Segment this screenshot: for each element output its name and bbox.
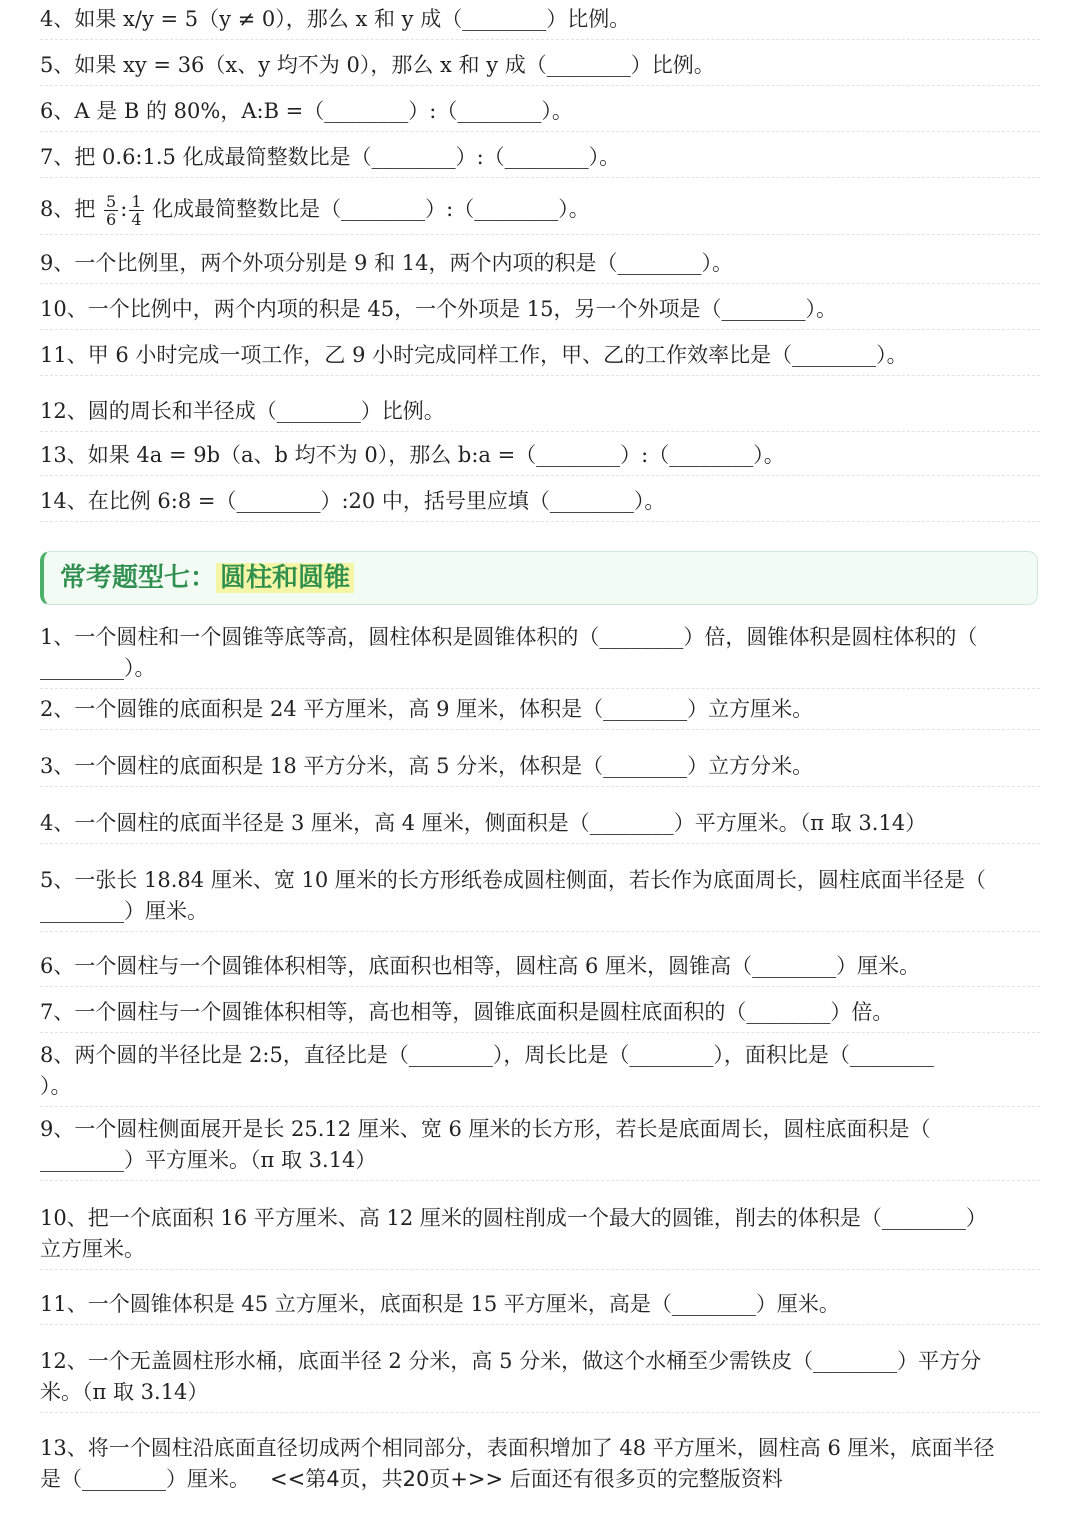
question-cylinder-9 (40, 1114, 1040, 1181)
fraction-denominator: 4 (131, 210, 142, 229)
section-header (40, 551, 1038, 605)
question-text: 13、如果 4a = 9b（a、b 均不为 0），那么 b:a =（________）:（________）。 (40, 443, 785, 467)
question-cylinder-8 (40, 1040, 1040, 1107)
question-prefix: 8、把 (40, 197, 103, 221)
section-subtitle: 圆柱和圆锥 (216, 563, 354, 593)
question-cylinder-4 (40, 808, 1040, 844)
question-line: 10、把一个底面积 16 平方厘米、高 12 厘米的圆柱削成一个最大的圆锥，削去的体积是（________） (40, 1206, 987, 1230)
question-line: 8、两个圆的半径比是 2:5，直径比是（________），周长比是（________），面积比是（________ (40, 1043, 934, 1067)
question-line: ）。 (40, 1074, 72, 1098)
question-ratio-7 (40, 142, 1040, 178)
question-text: 14、在比例 6:8 =（________）:20 中，括号里应填（________）。 (40, 489, 666, 513)
question-ratio-9 (40, 248, 1040, 284)
question-text: 5、如果 xy = 36（x、y 均不为 0），那么 x 和 y 成（________）比例。 (40, 53, 715, 77)
question-cylinder-12 (40, 1346, 1040, 1413)
section-title (60, 560, 354, 596)
fraction-denominator: 6 (106, 210, 117, 229)
question-line: 7、一个圆柱与一个圆锥体积相等，高也相等，圆锥底面积是圆柱底面积的（________）倍。 (40, 1000, 894, 1024)
question-ratio-5 (40, 50, 1040, 86)
question-suffix: 化成最简整数比是（________）:（________）。 (145, 197, 590, 221)
question-cylinder-1 (40, 622, 1040, 689)
question-ratio-11 (40, 340, 1040, 376)
question-ratio-13 (40, 440, 1040, 476)
question-ratio-8 (40, 188, 1040, 235)
fraction-one-fourth (129, 193, 143, 228)
fraction-numerator: 5 (106, 192, 117, 211)
question-line: ________）平方厘米。（π 取 3.14） (40, 1148, 377, 1172)
question-text: 6、A 是 B 的 80%，A:B =（________）:（________）。 (40, 99, 573, 123)
question-text: 10、一个比例中，两个内项的积是 45，一个外项是 15，另一个外项是（________）。 (40, 297, 838, 321)
question-ratio-10 (40, 294, 1040, 330)
question-line: 是（________）厘米。 (40, 1467, 250, 1491)
question-line: 13、将一个圆柱沿底面直径切成两个相同部分，表面积增加了 48 平方厘米，圆柱高 6 厘米，底面半径 (40, 1436, 995, 1460)
fraction-five-sixths (104, 193, 118, 228)
question-ratio-14 (40, 486, 1040, 522)
question-cylinder-3 (40, 751, 1040, 787)
question-cylinder-2 (40, 694, 1040, 730)
question-text: 12、圆的周长和半径成（________）比例。 (40, 399, 445, 423)
question-text: 4、如果 x/y = 5（y ≠ 0），那么 x 和 y 成（________）比例。 (40, 7, 631, 31)
fraction-numerator: 1 (131, 192, 142, 211)
question-cylinder-11 (40, 1289, 1040, 1325)
question-line: ________）。 (40, 656, 156, 680)
question-text: 11、甲 6 小时完成一项工作，乙 9 小时完成同样工作，甲、乙的工作效率比是（________）。 (40, 343, 908, 367)
question-line: 11、一个圆锥体积是 45 立方厘米，底面积是 15 平方厘米，高是（________）厘米。 (40, 1292, 840, 1316)
question-line: 4、一个圆柱的底面半径是 3 厘米，高 4 厘米，侧面积是（________）平方厘米。（π 取 3.14） (40, 811, 927, 835)
ratio-colon: : (120, 197, 128, 221)
question-line: 5、一张长 18.84 厘米、宽 10 厘米的长方形纸卷成圆柱侧面，若长作为底面周长，圆柱底面半径是（ (40, 868, 986, 892)
question-cylinder-10 (40, 1203, 1040, 1270)
question-cylinder-7 (40, 997, 1040, 1033)
question-line: 2、一个圆锥的底面积是 24 平方厘米，高 9 厘米，体积是（________）立方厘米。 (40, 697, 814, 721)
page-footer-note: <<第4页，共20页+>> 后面还有很多页的完整版资料 (270, 1467, 783, 1491)
question-text: 7、把 0.6:1.5 化成最简整数比是（________）:（________）。 (40, 145, 621, 169)
question-line: 12、一个无盖圆柱形水桶，底面半径 2 分米，高 5 分米，做这个水桶至少需铁皮（________）平方分 (40, 1349, 982, 1373)
question-line: 米。（π 取 3.14） (40, 1380, 209, 1404)
question-cylinder-13 (40, 1433, 1040, 1499)
question-line: 3、一个圆柱的底面积是 18 平方分米，高 5 分米，体积是（________）立方分米。 (40, 754, 814, 778)
question-text: 9、一个比例里，两个外项分别是 9 和 14，两个内项的积是（________）。 (40, 251, 733, 275)
question-ratio-6 (40, 96, 1040, 132)
question-cylinder-6 (40, 951, 1040, 987)
question-line: 9、一个圆柱侧面展开是长 25.12 厘米、宽 6 厘米的长方形，若长是底面周长，圆柱底面积是（ (40, 1117, 931, 1141)
question-ratio-4 (40, 4, 1040, 40)
question-line: ________）厘米。 (40, 899, 208, 923)
question-cylinder-5 (40, 865, 1040, 932)
question-ratio-12 (40, 396, 1040, 432)
question-line: 立方厘米。 (40, 1237, 145, 1261)
question-line: 1、一个圆柱和一个圆锥等底等高，圆柱体积是圆锥体积的（________）倍，圆锥体积是圆柱体积的（ (40, 625, 978, 649)
question-line: 6、一个圆柱与一个圆锥体积相等，底面积也相等，圆柱高 6 厘米，圆锥高（________）厘米。 (40, 954, 921, 978)
section-title-label: 常考题型七： (60, 563, 217, 593)
